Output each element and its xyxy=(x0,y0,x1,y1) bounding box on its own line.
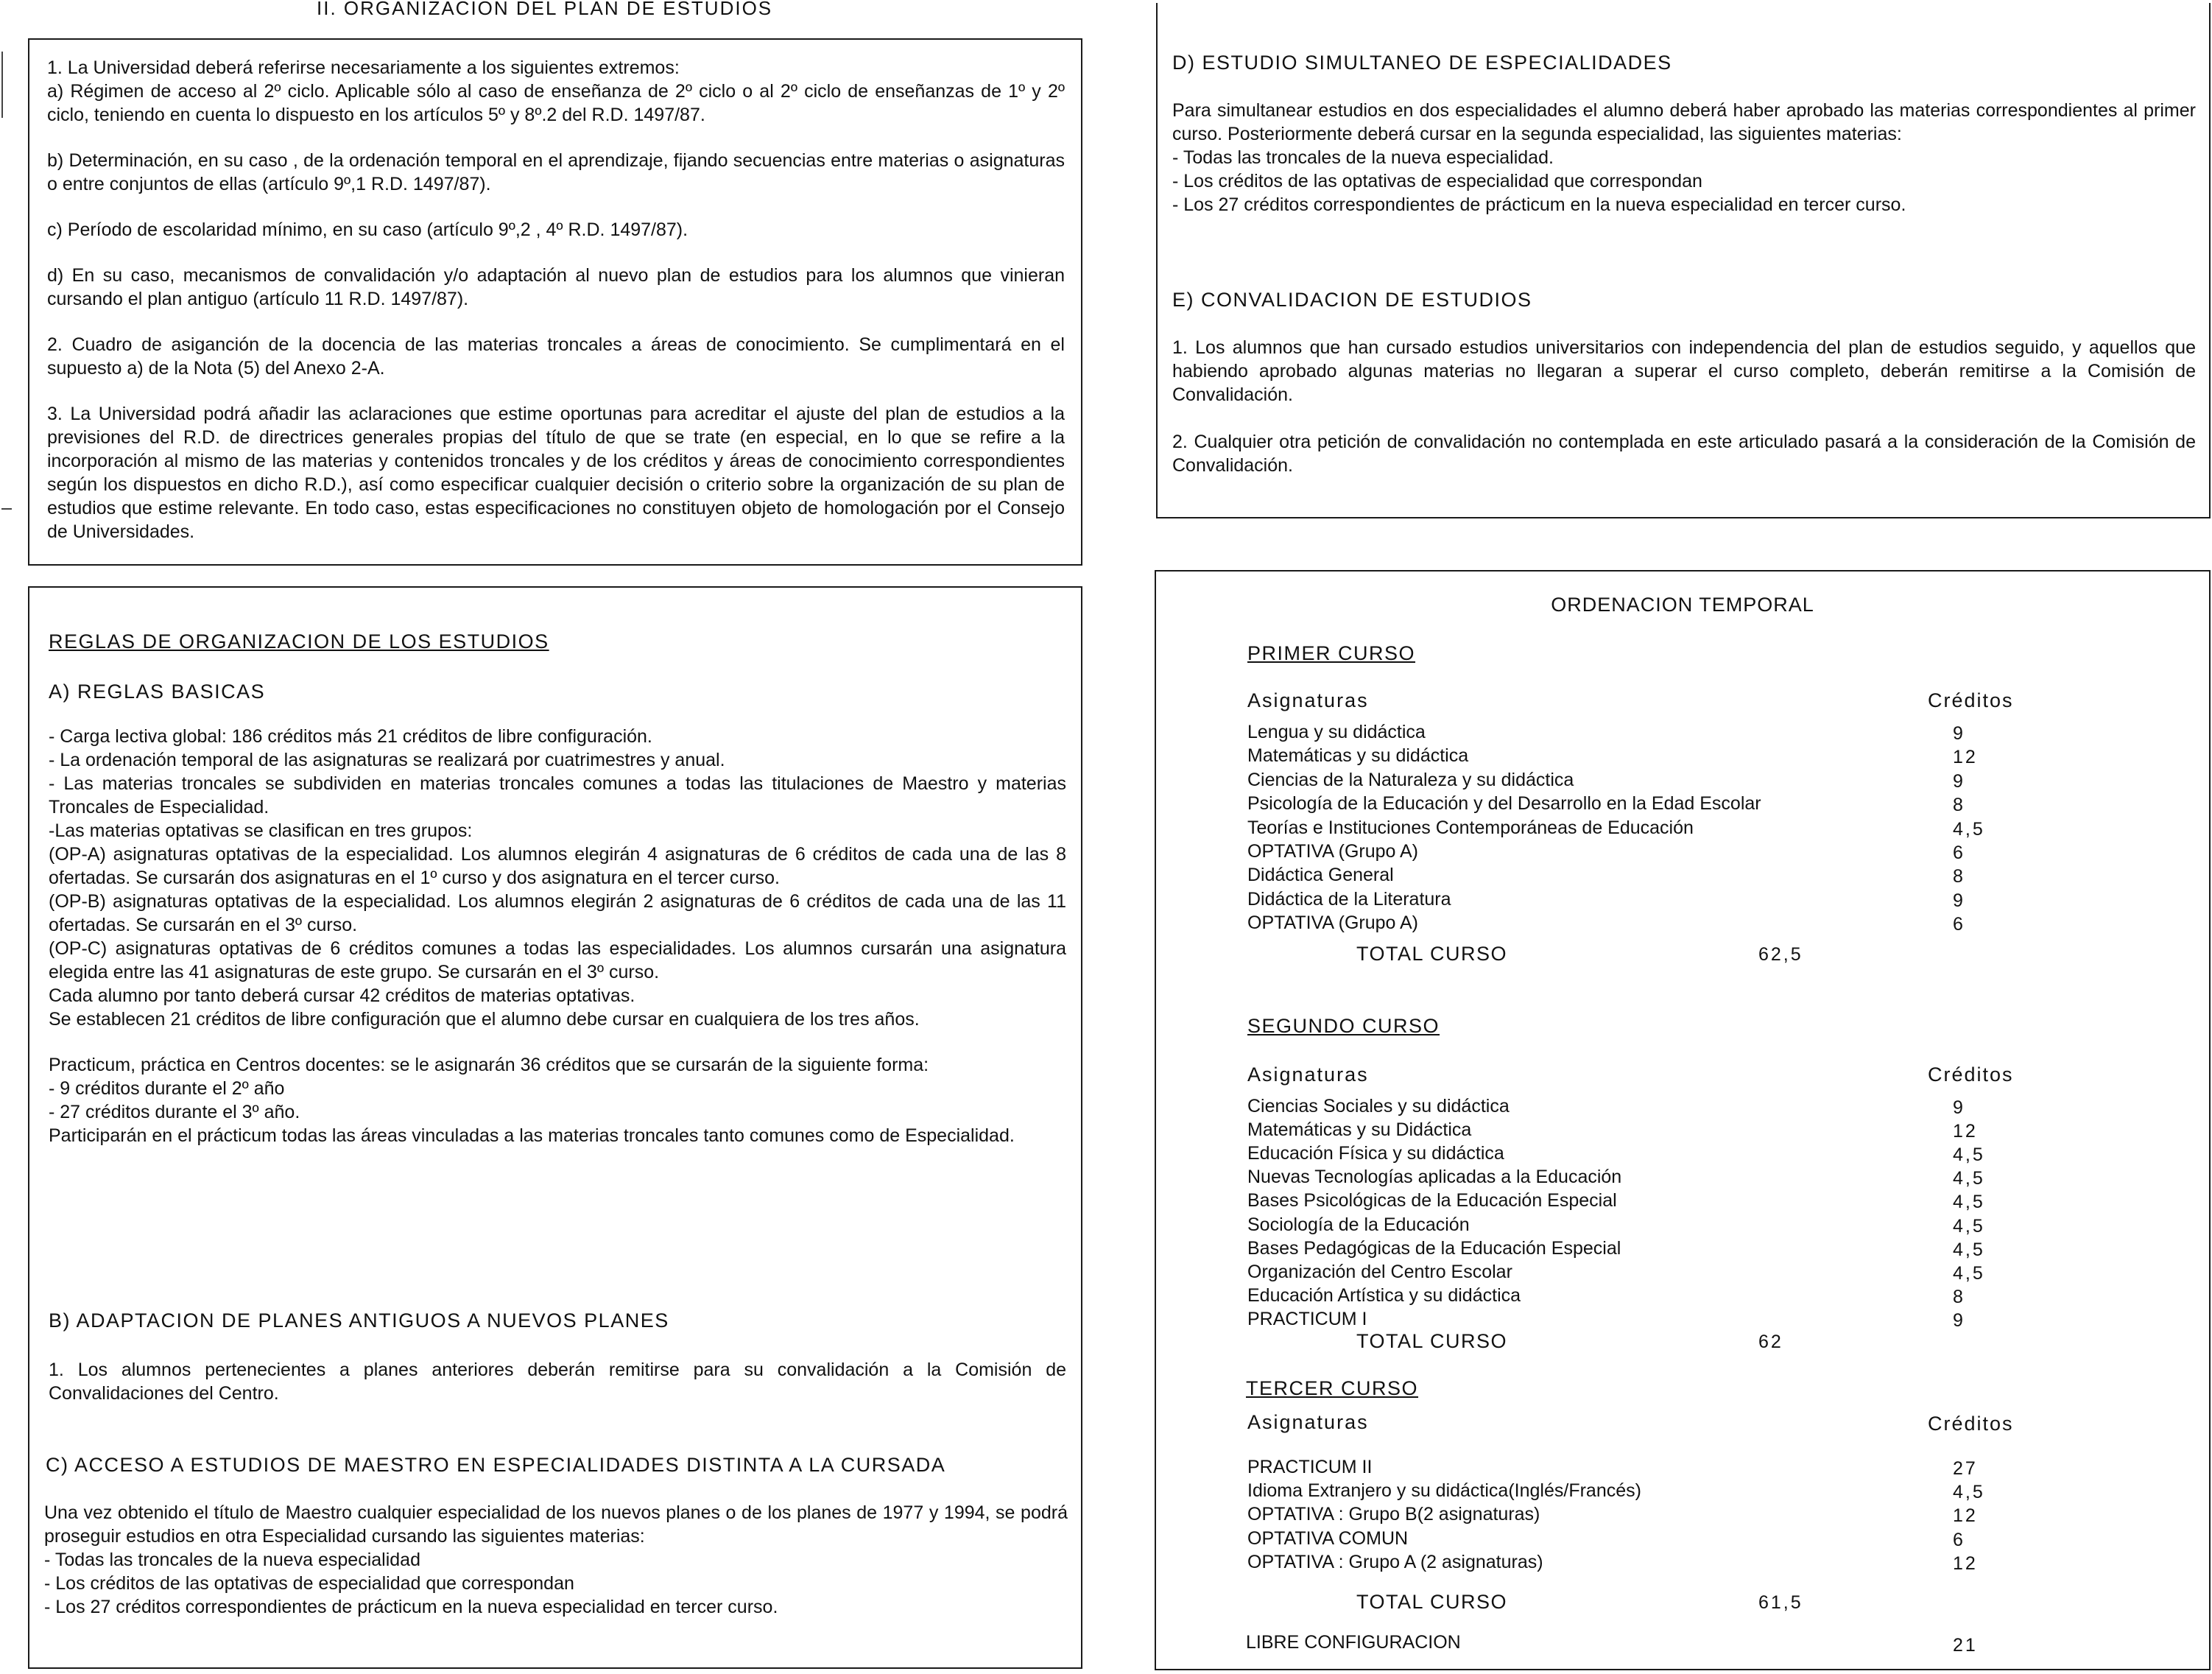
subject-name: Educación Física y su didáctica xyxy=(1247,1143,1504,1164)
section-a-text xyxy=(49,725,1066,1147)
organization-rules-box xyxy=(28,586,1082,1669)
paragraph: 3. La Universidad podrá añadir las aclaraciones que estime oportunas para acreditar el ajuste del plan de estudios a la previsiones del R.D. de directrices generales propias del título de que se trate (en especial, en lo que se refire a la incorporación al mismo de las materias y contenidos troncales y de los créditos y áreas de conocimiento correspondientes según los dispuestos en dicho R.D.), así como especificar cualquier decisión o criterio sobre la organización de su plan de estudios que estime relevante. En todo caso, estas especificaciones no constituyen objeto de homologación por el Consejo de Universidades. xyxy=(47,404,1065,542)
subject-name: OPTATIVA (Grupo A) xyxy=(1247,912,1419,934)
subject-credits: 8 xyxy=(1953,1286,1965,1307)
total-value: 61,5 xyxy=(1758,1592,1803,1613)
credits-header: Créditos xyxy=(1928,1413,2014,1435)
total-value: 62,5 xyxy=(1758,944,1803,965)
paragraph: - Todas las troncales de la nueva especialidad. xyxy=(1172,147,1554,168)
credits-header: Créditos xyxy=(1928,689,2014,711)
paragraph: - Los 27 créditos correspondientes de prácticum en la nueva especialidad en tercer curso. xyxy=(1172,194,1906,215)
paragraph: - Todas las troncales de la nueva especialidad xyxy=(44,1550,420,1570)
subject-name: Sociología de la Educación xyxy=(1247,1214,1470,1235)
plan-requirements-box xyxy=(28,38,1082,566)
libre-configuracion-label: LIBRE CONFIGURACION xyxy=(1246,1632,1461,1653)
subject-credits: 4,5 xyxy=(1953,1262,1985,1284)
credits-header: Créditos xyxy=(1928,1063,2014,1086)
paragraph: Una vez obtenido el título de Maestro cualquier especialidad de los nuevos planes o de los planes de 1977 y 1994, se podrá proseguir estudios en otra Especialidad cursando las siguientes materias: xyxy=(44,1502,1068,1547)
section-d-title: D) ESTUDIO SIMULTANEO DE ESPECIALIDADES xyxy=(1172,52,1672,74)
subject-credits: 6 xyxy=(1953,914,1965,935)
subject-name: Matemáticas y su Didáctica xyxy=(1247,1119,1472,1141)
subject-name: Lengua y su didáctica xyxy=(1247,722,1426,742)
box1-text xyxy=(47,56,1065,544)
subject-credits: 9 xyxy=(1953,890,1965,911)
subject-name: Teorías e Instituciones Contemporáneas de Educación xyxy=(1247,817,1694,838)
subject-name: OPTATIVA : Grupo B(2 asignaturas) xyxy=(1247,1504,1540,1525)
section-b-title: B) ADAPTACION DE PLANES ANTIGUOS A NUEVOS PLANES xyxy=(49,1309,669,1332)
paragraph: b) Determinación, en su caso , de la ordenación temporal en el aprendizaje, fijando secuencias entre materias o asignaturas o entre conjuntos de ellas (artículo 9º,1 R.D. 1497/87). xyxy=(47,150,1065,194)
paragraph: - Los créditos de las optativas de especialidad que correspondan xyxy=(44,1573,574,1594)
subject-credits: 12 xyxy=(1953,1121,1978,1142)
subject-credits: 9 xyxy=(1953,1309,1965,1331)
section-e-text xyxy=(1172,336,2196,477)
paragraph: (OP-B) asignaturas optativas de la especialidad. Los alumnos elegirán 2 asignaturas de 6 créditos de cada una de las 11 ofertadas. Se cursarán en el 3º curso. xyxy=(49,891,1066,935)
subject-name: Ciencias de la Naturaleza y su didáctica xyxy=(1247,769,1574,790)
paragraph: d) En su caso, mecanismos de convalidación y/o adaptación al nuevo plan de estudios para los alumnos que vinieran cursando el plan antiguo (artículo 11 R.D. 1497/87). xyxy=(47,265,1065,309)
subject-name: PRACTICUM I xyxy=(1247,1308,1367,1329)
subject-name: Educación Artística y su didáctica xyxy=(1247,1284,1521,1306)
subject-name: Idioma Extranjero y su didáctica(Inglés/Francés) xyxy=(1247,1480,1641,1502)
total-label: TOTAL CURSO xyxy=(1356,1591,1508,1613)
subject-name: Nuevas Tecnologías aplicadas a la Educación xyxy=(1247,1167,1622,1188)
subject-credits: 9 xyxy=(1953,723,1965,744)
subject-name: Bases Pedagógicas de la Educación Especial xyxy=(1247,1237,1621,1259)
margin-mark xyxy=(1,52,3,118)
subject-credits: 4,5 xyxy=(1953,818,1985,840)
paragraph: 2. Cualquier otra petición de convalidación no contemplada en este articulado pasará a la consideración de la Comisión de Convalidación. xyxy=(1172,432,2196,476)
section-c-title: C) ACCESO A ESTUDIOS DE MAESTRO EN ESPECIALIDADES DISTINTA A LA CURSADA xyxy=(46,1454,946,1476)
subject-name: OPTATIVA : Grupo A (2 asignaturas) xyxy=(1247,1551,1543,1572)
subject-name: OPTATIVA (Grupo A) xyxy=(1247,841,1419,862)
subject-credits: 4,5 xyxy=(1953,1168,1985,1189)
paragraph: Cada alumno por tanto deberá cursar 42 créditos de materias optativas. xyxy=(49,985,635,1006)
paragraph: Para simultanear estudios en dos especialidades el alumno deberá haber aprobado las materias correspondientes al primer curso. Posteriormente deberá cursar en la segunda especialidad, las siguientes materias: xyxy=(1172,100,2196,144)
subject-credits: 4,5 xyxy=(1953,1239,1985,1260)
schedule-title: ORDENACION TEMPORAL xyxy=(1551,594,1814,616)
section-a-title: A) REGLAS BASICAS xyxy=(49,680,266,703)
paragraph: - 27 créditos durante el 3º año. xyxy=(49,1102,300,1122)
simultaneous-studies-box xyxy=(1156,3,2211,518)
paragraph: (OP-A) asignaturas optativas de la especialidad. Los alumnos elegirán 4 asignaturas de 6 créditos de cada una de las 8 ofertadas. Se cursarán dos asignaturas en el 1º curso y dos asignatura en el tercer curso. xyxy=(49,844,1066,888)
paragraph: Se establecen 21 créditos de libre configuración que el alumno debe cursar en cualquiera de los tres años. xyxy=(49,1009,920,1030)
section-heading: REGLAS DE ORGANIZACION DE LOS ESTUDIOS xyxy=(49,630,549,653)
paragraph: - Los 27 créditos correspondientes de prácticum en la nueva especialidad en tercer curso. xyxy=(44,1597,778,1617)
subject-credits: 9 xyxy=(1953,1097,1965,1118)
subject-credits: 4,5 xyxy=(1953,1215,1985,1237)
subjects-header: Asignaturas xyxy=(1247,1411,1369,1433)
segundo-curso-title: SEGUNDO CURSO xyxy=(1247,1015,1440,1037)
subject-credits: 8 xyxy=(1953,795,1965,816)
subject-credits: 6 xyxy=(1953,843,1965,863)
subject-name: OPTATIVA COMUN xyxy=(1247,1527,1409,1549)
subject-credits: 4,5 xyxy=(1953,1482,1985,1503)
page-title: II. ORGANIZACION DEL PLAN DE ESTUDIOS xyxy=(317,0,773,19)
section-d-text xyxy=(1172,99,2196,217)
subject-name: PRACTICUM II xyxy=(1247,1457,1373,1477)
subject-name: Matemáticas y su didáctica xyxy=(1247,745,1469,767)
subject-credits: 12 xyxy=(1953,1552,1978,1574)
paragraph: 1. La Universidad deberá referirse necesariamente a los siguientes extremos: xyxy=(47,57,680,78)
section-b-text: 1. Los alumnos pertenecientes a planes anteriores deberán remitirse para su convalidación a la Comisión de Convalidaciones del Centro. xyxy=(49,1360,1066,1404)
subject-credits: 8 xyxy=(1953,866,1965,887)
section-c-text xyxy=(44,1501,1068,1619)
paragraph: (OP-C) asignaturas optativas de 6 créditos comunes a todas las especialidades. Los alumnos cursarán una asignatura elegida entre las 41 asignaturas de este grupo. Se cursarán en el 3º curso. xyxy=(49,938,1066,982)
paragraph: - 9 créditos durante el 2º año xyxy=(49,1078,285,1099)
libre-configuracion-credits: 21 xyxy=(1953,1635,1978,1656)
paragraph: 2. Cuadro de asiganción de la docencia de las materias troncales a áreas de conocimiento. Se cumplimentará en el supuesto a) de la Nota (5) del Anexo 2-A. xyxy=(47,334,1065,379)
subject-name: Psicología de la Educación y del Desarrollo en la Edad Escolar xyxy=(1247,793,1761,815)
paragraph: - La ordenación temporal de las asignaturas se realizará por cuatrimestres y anual. xyxy=(49,750,725,770)
subject-credits: 12 xyxy=(1953,747,1978,768)
paragraph: - Carga lectiva global: 186 créditos más 21 créditos de libre configuración. xyxy=(49,726,652,747)
subject-credits: 6 xyxy=(1953,1529,1965,1550)
subjects-header: Asignaturas xyxy=(1247,689,1369,711)
subject-name: Bases Psicológicas de la Educación Especial xyxy=(1247,1190,1617,1211)
subject-name: Ciencias Sociales y su didáctica xyxy=(1247,1096,1510,1116)
paragraph: 1. Los alumnos que han cursado estudios universitarios con independencia del plan de estudios seguido, y aquellos que habiendo aprobado algunas materias no llegaran a superar el curso completo, deberán remitirse a la Comisión de Convalidación. xyxy=(1172,337,2196,405)
paragraph: c) Período de escolaridad mínimo, en su caso (artículo 9º,2 , 4º R.D. 1497/87). xyxy=(47,219,688,240)
subject-credits: 4,5 xyxy=(1953,1144,1985,1166)
tercer-curso-title: TERCER CURSO xyxy=(1246,1377,1419,1399)
subject-credits: 12 xyxy=(1953,1505,1978,1527)
subject-name: Didáctica General xyxy=(1247,865,1394,886)
total-label: TOTAL CURSO xyxy=(1356,943,1508,965)
paragraph: Participarán en el prácticum todas las áreas vinculadas a las materias troncales tanto comunes como de Especialidad. xyxy=(49,1125,1015,1146)
paragraph: Practicum, práctica en Centros docentes: se le asignarán 36 créditos que se cursarán de la siguiente forma: xyxy=(49,1055,929,1075)
subject-credits: 27 xyxy=(1953,1458,1978,1479)
section-e-title: E) CONVALIDACION DE ESTUDIOS xyxy=(1172,289,1532,311)
subject-name: Didáctica de la Literatura xyxy=(1247,888,1451,910)
paragraph: - Las materias troncales se subdividen en materias troncales comunes a todas las titulaciones de Maestro y materias Troncales de Especialidad. xyxy=(49,773,1066,817)
subject-credits: 4,5 xyxy=(1953,1192,1985,1213)
total-label: TOTAL CURSO xyxy=(1356,1330,1508,1352)
subjects-header: Asignaturas xyxy=(1247,1063,1369,1086)
paragraph: - Los créditos de las optativas de especialidad que correspondan xyxy=(1172,171,1702,191)
subject-credits: 9 xyxy=(1953,770,1965,792)
margin-mark xyxy=(1,508,12,510)
primer-curso-title: PRIMER CURSO xyxy=(1247,642,1416,664)
paragraph: a) Régimen de acceso al 2º ciclo. Aplicable sólo al caso de enseñanza de 2º ciclo o al 2º ciclo de enseñanzas de 1º y 2º ciclo, teniendo en cuenta lo dispuesto en los artículos 5º y 8º.2 del R.D. 1497/87. xyxy=(47,81,1065,125)
total-value: 62 xyxy=(1758,1332,1783,1352)
temporal-schedule-box xyxy=(1155,570,2211,1670)
paragraph: -Las materias optativas se clasifican en tres grupos: xyxy=(49,820,473,841)
subject-name: Organización del Centro Escolar xyxy=(1247,1261,1512,1282)
